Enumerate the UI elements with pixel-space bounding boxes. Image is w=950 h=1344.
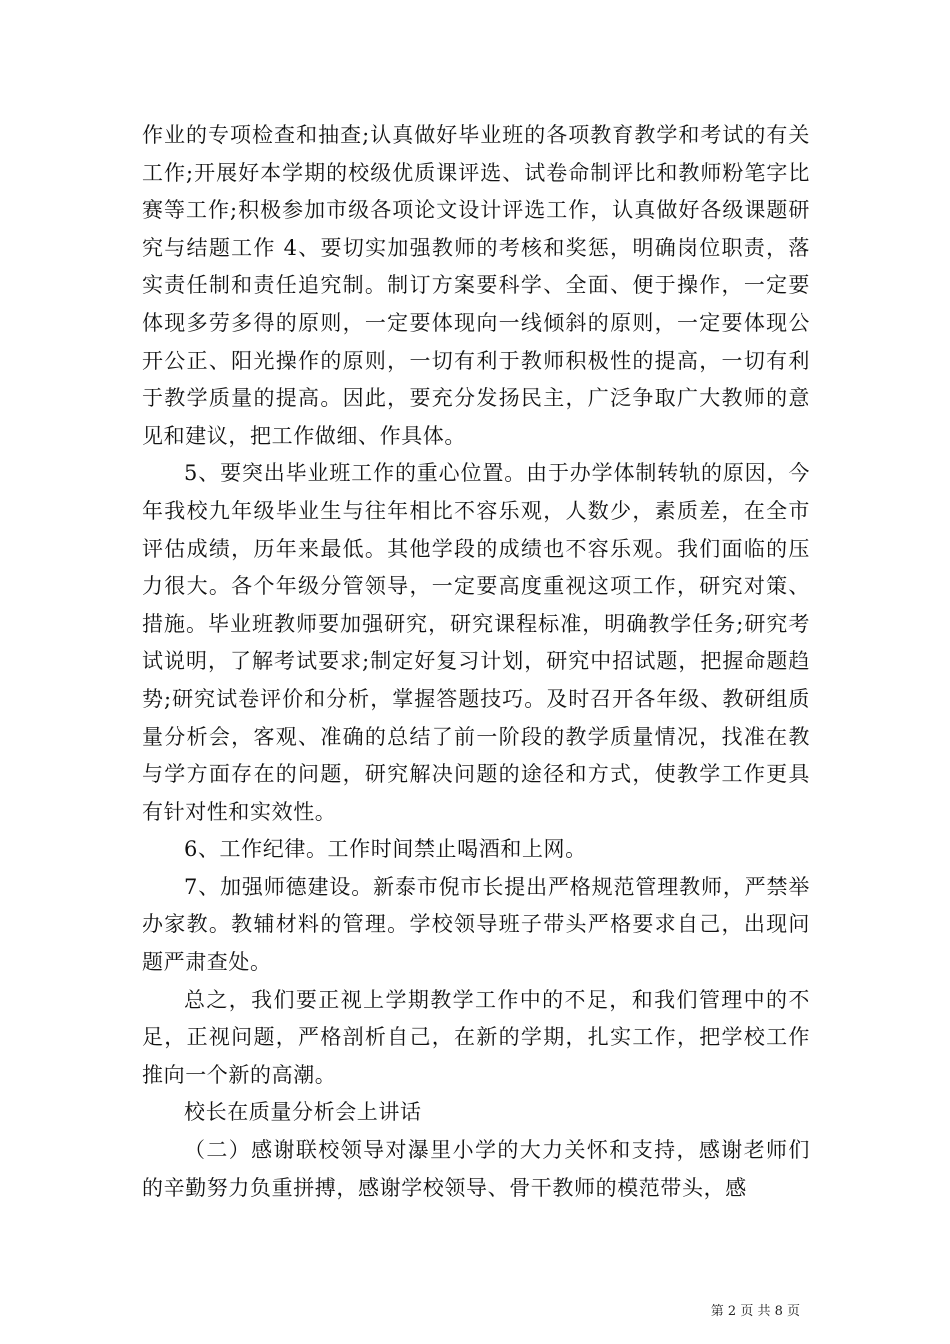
paragraph-4: 7、加强师德建设。新泰市倪市长提出严格规范管理教师，严禁举办家教。教辅材料的管理。学校领导班子带头严格要求自己，出现问题严肃查处。 bbox=[142, 874, 810, 975]
page-number-footer: 第 2 页 共 8 页 bbox=[710, 1304, 800, 1319]
paragraph-6: （二）感谢联校领导对瀑里小学的大力关怀和支持，感谢老师们的辛勤努力负重拼搏，感谢学校领导、骨干教师的模范带头，感 bbox=[142, 1138, 810, 1200]
paragraph-3: 6、工作纪律。工作时间禁止喝酒和上网。 bbox=[184, 837, 587, 862]
paragraph-1: 作业的专项检查和抽查;认真做好毕业班的各项教育教学和考试的有关工作;开展好本学期的校级优质课评选、试卷命制评比和教师粉笔字比赛等工作;积极参加市级各项论文设计评选工作，认真做好各级课题研究与结题工作 4、要切实加强教师的考核和奖惩，明确岗位职责，落实责任制和责任追究制。制订方案要科学、全面、便于操作，一定要体现多劳多得的原则，一定要体现向一线倾斜的原则，一定要体现公开公正、阳光操作的原则，一切有利于教师积极性的提高，一切有利于教学质量的提高。因此，要充分发扬民主，广泛争取广大教师的意见和建议，把工作做细、作具体。 bbox=[142, 123, 810, 448]
paragraph-5: 总之，我们要正视上学期教学工作中的不足，和我们管理中的不足，正视问题，严格剖析自己，在新的学期，扎实工作，把学校工作推向一个新的高潮。 bbox=[142, 987, 810, 1087]
paragraph-2: 5、要突出毕业班工作的重心位置。由于办学体制转轨的原因，今年我校九年级毕业生与往年相比不容乐观，人数少，素质差，在全市评估成绩，历年来最低。其他学段的成绩也不容乐观。我们面临的压力很大。各个年级分管领导，一定要高度重视这项工作，研究对策、措施。毕业班教师要加强研究，研究课程标准，明确教学任务;研究考试说明，了解考试要求;制定好复习计划，研究中招试题，把握命题趋势;研究试卷评价和分析，掌握答题技巧。及时召开各年级、教研组质量分析会，客观、准确的总结了前一阶段的教学质量情况，找准在教与学方面存在的问题，研究解决问题的途径和方式，使教学工作更具有针对性和实效性。 bbox=[142, 461, 810, 824]
document-body bbox=[142, 117, 810, 1207]
section-title: 校长在质量分析会上讲话 bbox=[184, 1100, 422, 1125]
